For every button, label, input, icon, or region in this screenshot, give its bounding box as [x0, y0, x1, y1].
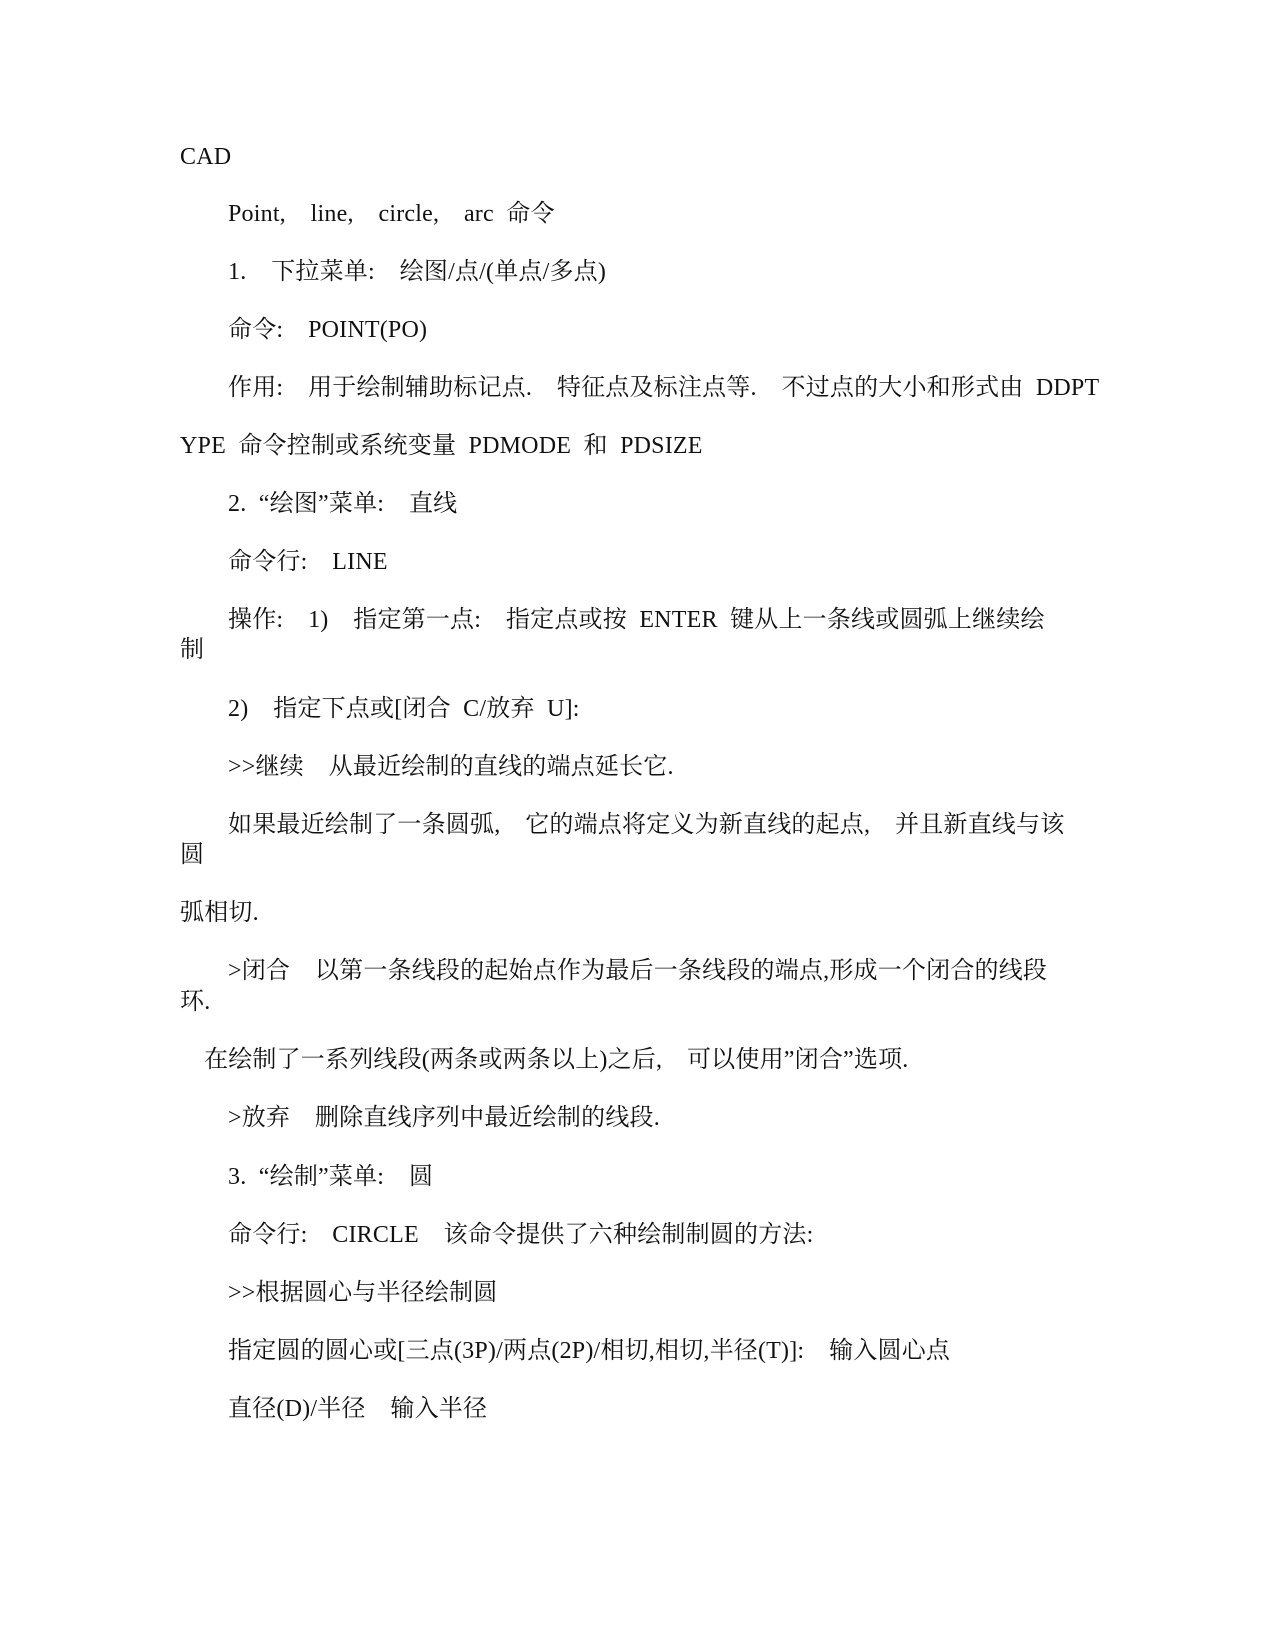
doc-line: 指定圆的圆心或[三点(3P)/两点(2P)/相切,相切,半径(T)]: 输入圆心点	[228, 1338, 951, 1364]
doc-line: 在绘制了一系列线段(两条或两条以上)之后, 可以使用”闭合”选项.	[204, 1047, 909, 1073]
doc-line: 1. 下拉菜单: 绘图/点/(单点/多点)	[228, 259, 607, 285]
doc-line: 2) 指定下点或[闭合 C/放弃 U]:	[228, 696, 580, 722]
doc-line: 操作: 1) 指定第一点: 指定点或按 ENTER 键从上一条线或圆弧上继续绘	[228, 607, 1045, 633]
doc-line: 命令行: LINE	[228, 549, 388, 575]
doc-line: 环.	[180, 989, 211, 1015]
doc-line: 作用: 用于绘制辅助标记点. 特征点及标注点等. 不过点的大小和形式由 DDPT	[228, 375, 1100, 401]
doc-line: >>根据圆心与半径绘制圆	[228, 1280, 498, 1306]
doc-line: 命令: POINT(PO)	[228, 317, 428, 343]
doc-line: 2. “绘图”菜单: 直线	[228, 491, 458, 517]
doc-line: 制	[180, 637, 205, 663]
doc-line: 如果最近绘制了一条圆弧, 它的端点将定义为新直线的起点, 并且新直线与该	[228, 812, 1065, 838]
doc-line: 圆	[180, 842, 205, 868]
doc-line: >放弃 删除直线序列中最近绘制的线段.	[228, 1105, 660, 1131]
doc-line: >闭合 以第一条线段的起始点作为最后一条线段的端点,形成一个闭合的线段	[228, 958, 1048, 984]
doc-line: 命令行: CIRCLE 该命令提供了六种绘制制圆的方法:	[228, 1222, 814, 1248]
doc-title: CAD	[180, 144, 232, 170]
doc-line: Point, line, circle, arc 命令	[228, 201, 555, 227]
doc-line: YPE 命令控制或系统变量 PDMODE 和 PDSIZE	[180, 433, 703, 459]
doc-line: 直径(D)/半径 输入半径	[228, 1396, 488, 1422]
doc-line: >>继续 从最近绘制的直线的端点延长它.	[228, 754, 674, 780]
doc-line: 3. “绘制”菜单: 圆	[228, 1164, 434, 1190]
doc-line: 弧相切.	[180, 900, 259, 926]
